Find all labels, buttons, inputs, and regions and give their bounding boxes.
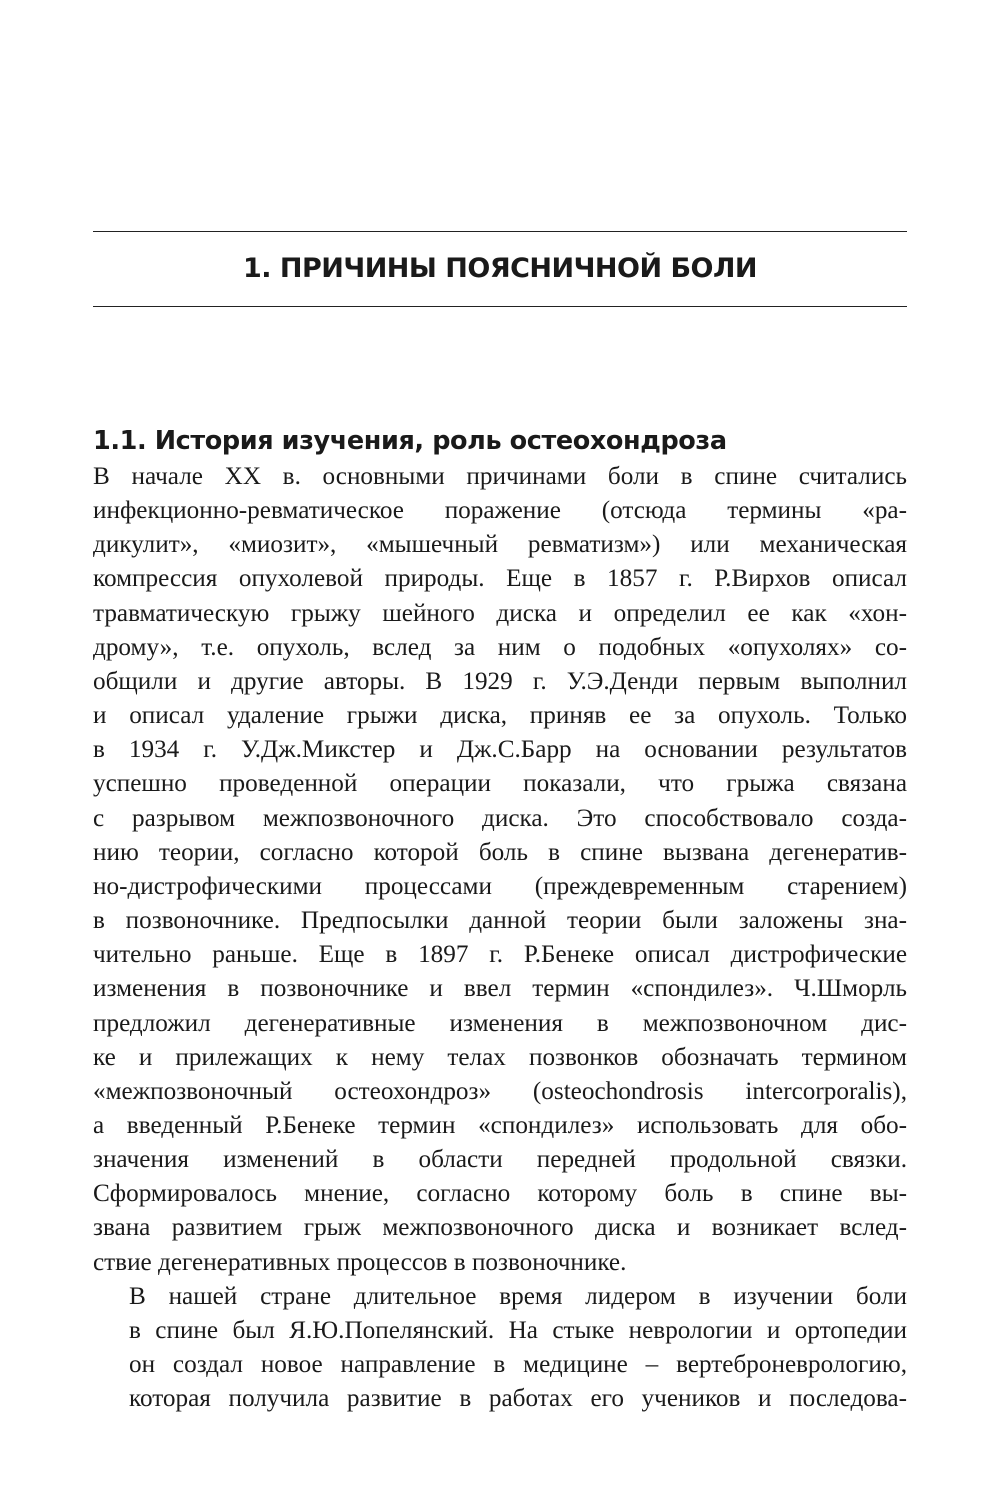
text-line: чительно раньше. Еще в 1897 г. Р.Бенеке описал дистрофические [93, 941, 907, 969]
text-line: но-дистрофическими процессами (преждевременным старением) [93, 872, 907, 900]
text-line: которая получила развитие в работах его учеников и последова- [129, 1385, 907, 1413]
text-line: успешно проведенной операции показали, что грыжа связана [93, 770, 907, 798]
text-line: а введенный Р.Бенеке термин «спондилез» использовать для обо- [93, 1111, 907, 1139]
chapter-top-rule [93, 231, 907, 232]
text-line: нию теории, согласно которой боль в спине вызвана дегенератив- [93, 838, 907, 866]
chapter-title: 1. ПРИЧИНЫ ПОЯСНИЧНОЙ БОЛИ [242, 253, 758, 284]
text-line: «межпозвоночный остеохондроз» (osteochondrosis intercorporalis), [93, 1077, 907, 1105]
text-line: травматическую грыжу шейного диска и определил ее как «хон- [93, 599, 907, 627]
paragraph-2 [93, 1280, 907, 1417]
text-line: ствие дегенеративных процессов в позвоночнике. [93, 1248, 627, 1276]
chapter-bottom-rule [93, 306, 907, 307]
section-title: 1.1. История изучения, роль остеохондроза [93, 426, 727, 456]
text-line: с разрывом межпозвоночного диска. Это способствовало созда- [93, 804, 907, 832]
text-line: он создал новое направление в медицине – вертеброневрологию, [129, 1351, 907, 1379]
text-line: в позвоночнике. Предпосылки данной теории были заложены зна- [93, 907, 907, 935]
text-line: В нашей стране длительное время лидером в изучении боли [129, 1282, 907, 1310]
text-line: инфекционно-ревматическое поражение (отсюда термины «ра- [93, 497, 907, 525]
text-line: значения изменений в области передней продольной связки. [93, 1146, 907, 1174]
text-line: и описал удаление грыжи диска, приняв ее за опухоль. Только [93, 702, 907, 730]
text-line: Сформировалось мнение, согласно которому боль в спине вы- [93, 1180, 907, 1208]
text-line: ке и прилежащих к нему телах позвонков обозначать термином [93, 1043, 907, 1071]
text-line: дрому», т.е. опухоль, вслед за ним о подобных «опухолях» со- [93, 633, 907, 661]
paragraph-1 [93, 460, 907, 1280]
text-line: предложил дегенеративные изменения в межпозвоночном дис- [93, 1009, 907, 1037]
text-line: дикулит», «миозит», «мышечный ревматизм») или механическая [93, 531, 907, 559]
text-line: общили и другие авторы. В 1929 г. У.Э.Денди первым выполнил [93, 667, 907, 695]
text-line: В начале XX в. основными причинами боли в спине считались [93, 463, 907, 490]
text-line: в спине был Я.Ю.Попелянский. На стыке неврологии и ортопедии [129, 1316, 907, 1344]
text-line: компрессия опухолевой природы. Еще в 1857 г. Р.Вирхов описал [93, 565, 907, 593]
body-text [93, 460, 907, 1416]
text-line: изменения в позвоночнике и ввел термин «спондилез». Ч.Шморль [93, 975, 907, 1003]
text-line: звана развитием грыж межпозвоночного диска и возникает вслед- [93, 1214, 907, 1242]
text-line: в 1934 г. У.Дж.Микстер и Дж.С.Барр на основании результатов [93, 736, 907, 764]
